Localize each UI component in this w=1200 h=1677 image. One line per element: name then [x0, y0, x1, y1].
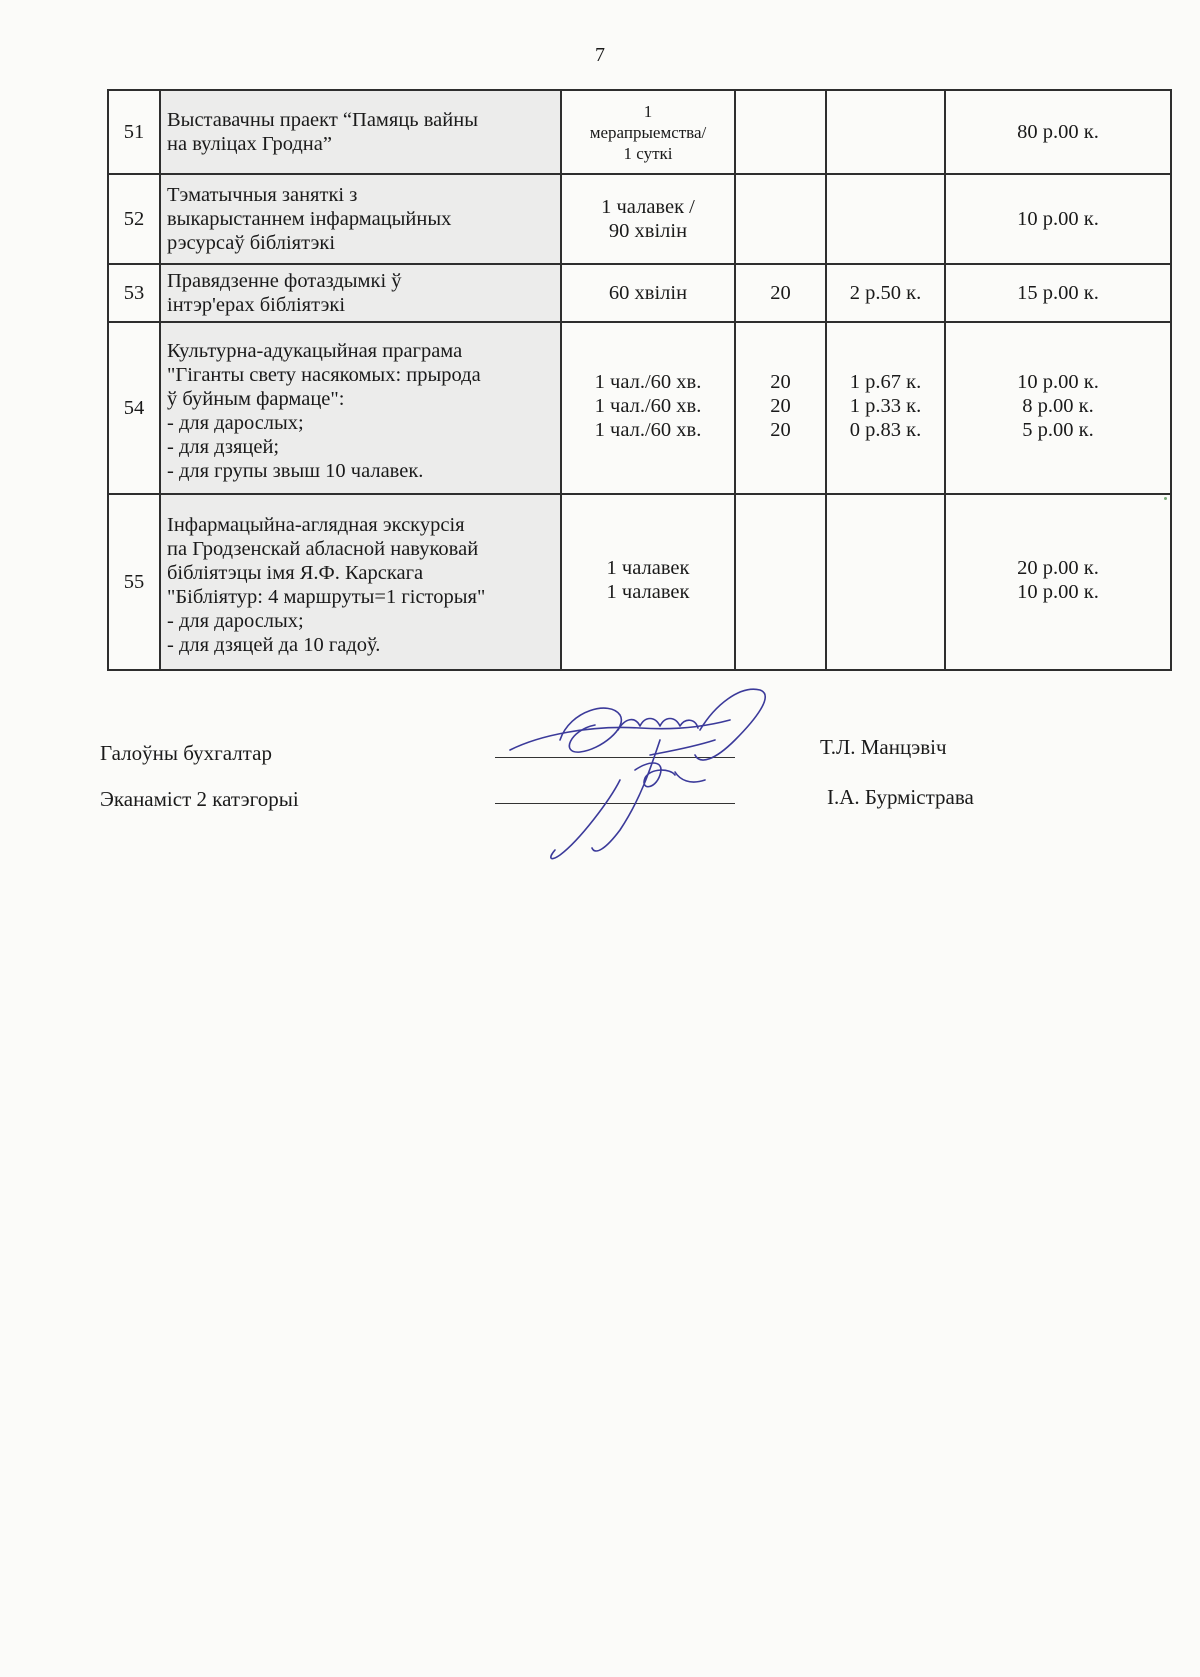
service-name: Выставачны праект “Памяць вайны на вуліцах Гродна” [160, 90, 561, 174]
price-table [107, 89, 1172, 671]
chief-accountant-name: Т.Л. Манцэвіч [820, 735, 947, 759]
chief-accountant-title: Галоўны бухгалтар [100, 741, 272, 765]
quantity-cell [735, 90, 826, 174]
price-cell: 10 р.00 к. 8 р.00 к. 5 р.00 к. [945, 322, 1171, 494]
page-number: 7 [595, 44, 605, 66]
handwritten-signature [500, 680, 820, 880]
row-number: 54 [108, 322, 160, 494]
service-name: Тэматычныя заняткі з выкарыстаннем інфармацыйных рэсурсаў бібліятэкі [160, 174, 561, 264]
service-name: Правядзенне фотаздымкі ў інтэр'ерах бібліятэкі [160, 264, 561, 322]
unit-cell: 1 чал./60 хв. 1 чал./60 хв. 1 чал./60 хв. [561, 322, 735, 494]
quantity-cell: 20 [735, 264, 826, 322]
quantity-cell [735, 494, 826, 670]
table-row [108, 494, 1171, 670]
price-cell: 15 р.00 к. [945, 264, 1171, 322]
cost-cell: 2 р.50 к. [826, 264, 945, 322]
row-number: 51 [108, 90, 160, 174]
price-cell: 80 р.00 к. [945, 90, 1171, 174]
unit-cell: 1 чалавек 1 чалавек [561, 494, 735, 670]
cost-cell [826, 494, 945, 670]
price-cell: 20 р.00 к. 10 р.00 к. [945, 494, 1171, 670]
row-number: 55 [108, 494, 160, 670]
table-row [108, 90, 1171, 174]
scan-speck [1164, 497, 1167, 500]
cost-cell: 1 р.67 к. 1 р.33 к. 0 р.83 к. [826, 322, 945, 494]
cost-cell [826, 90, 945, 174]
table-row [108, 174, 1171, 264]
unit-cell: 1 чалавек / 90 хвілін [561, 174, 735, 264]
service-name: Інфармацыйна-аглядная экскурсія па Гродзенскай абласной навуковай бібліятэцы імя Я.Ф. Карскага "Бібліятур: 4 маршруты=1 гісторыя" - для дарослых; - для дзяцей да 10 гадоў. [160, 494, 561, 670]
economist-title: Эканаміст 2 катэгорыі [100, 787, 299, 811]
quantity-cell [735, 174, 826, 264]
row-number: 53 [108, 264, 160, 322]
price-cell: 10 р.00 к. [945, 174, 1171, 264]
economist-name: І.А. Бурмістрава [827, 785, 974, 809]
row-number: 52 [108, 174, 160, 264]
unit-cell: 60 хвілін [561, 264, 735, 322]
table-row [108, 322, 1171, 494]
quantity-cell: 20 20 20 [735, 322, 826, 494]
unit-cell: 1 мерапрыемства/ 1 суткі [561, 90, 735, 174]
table-row [108, 264, 1171, 322]
service-name: Культурна-адукацыйная праграма "Гіганты свету насякомых: прырода ў буйным фармаце": - для дарослых; - для дзяцей; - для групы звыш 10 чалавек. [160, 322, 561, 494]
cost-cell [826, 174, 945, 264]
